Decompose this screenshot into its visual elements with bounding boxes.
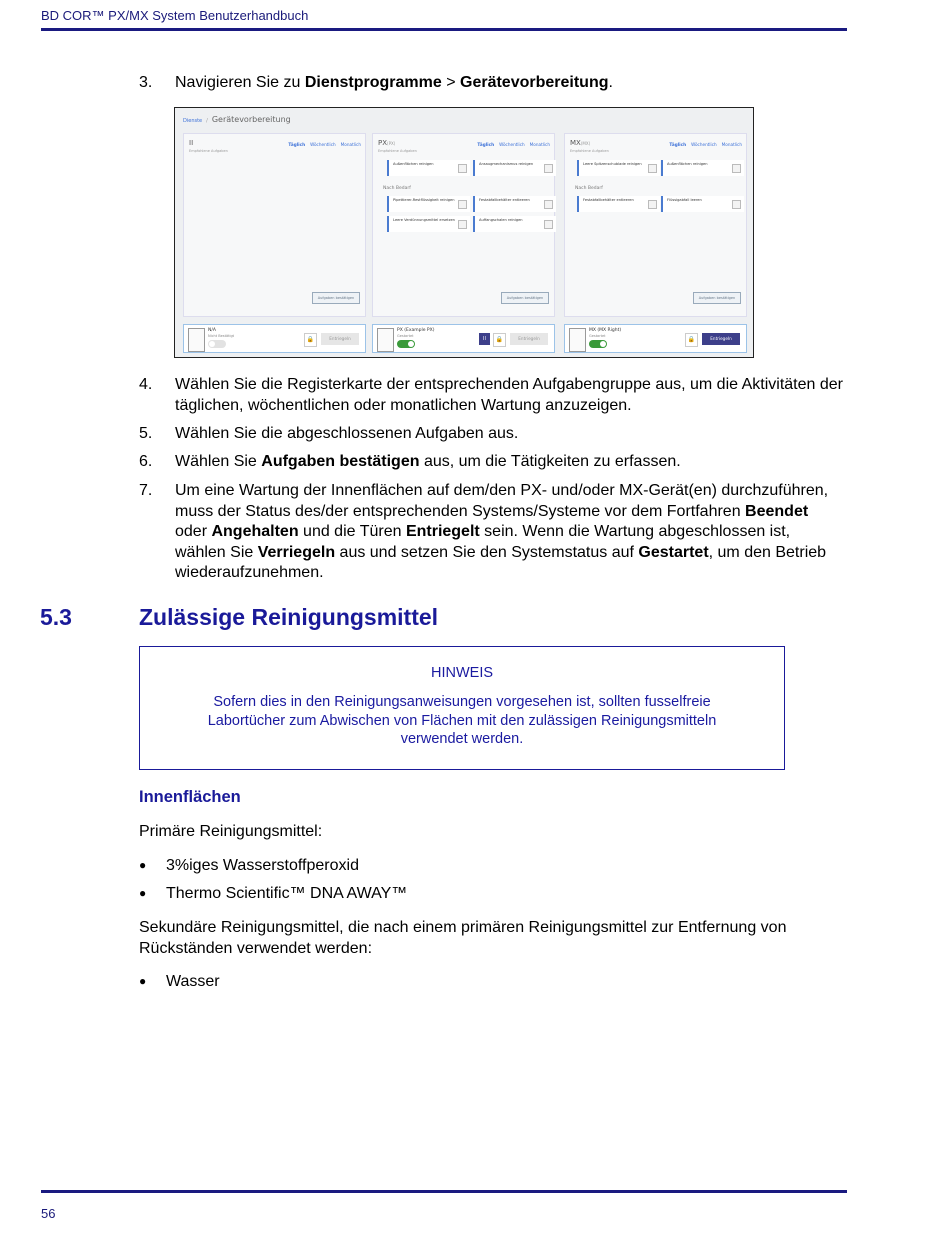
panel-mx xyxy=(564,133,747,317)
step-text: Wählen Sie die abgeschlossenen Aufgaben aus. xyxy=(175,425,519,442)
step-number: 4. xyxy=(139,376,153,393)
list-item: ● 3%iges Wasserstoffperoxid xyxy=(139,857,359,874)
panel-px xyxy=(372,133,555,317)
tab-weekly[interactable]: Wöchentlich xyxy=(310,142,336,147)
device-status: Nicht Bestätigt xyxy=(208,334,235,338)
primary-label: Primäre Reinigungsmittel: xyxy=(139,823,323,840)
tab-daily[interactable]: Täglich xyxy=(288,142,306,147)
panel-title: MX(MX) xyxy=(570,139,591,147)
device-status: Gestartet xyxy=(589,334,606,338)
breadcrumb-title: Gerätevorbereitung xyxy=(211,115,291,124)
task-checkbox[interactable] xyxy=(458,220,467,229)
task-tabs xyxy=(472,142,550,147)
step-4 xyxy=(139,375,844,416)
menu-path-utilities: Dienstprogramme xyxy=(304,74,442,91)
pause-icon[interactable]: II xyxy=(479,333,490,345)
device-name: N/A xyxy=(208,328,216,333)
panel-subtitle: Empfohlene Aufgaben xyxy=(189,149,228,153)
note-box xyxy=(139,646,785,770)
panel-title: II xyxy=(189,139,194,147)
confirm-tasks-button[interactable]: Aufgaben bestätigen xyxy=(312,292,360,304)
step-6 xyxy=(139,452,844,473)
confirm-tasks-button[interactable]: Aufgaben bestätigen xyxy=(501,292,549,304)
tab-weekly[interactable]: Wöchentlich xyxy=(691,142,717,147)
panel-subtitle: Empfohlene Aufgaben xyxy=(570,149,609,153)
device-card-na xyxy=(183,324,366,353)
step-text-end: . xyxy=(608,74,613,91)
menu-path-device-prep: Gerätevorbereitung xyxy=(460,74,609,91)
task-item[interactable]: Festabfallbehälter entleeren xyxy=(577,196,660,212)
task-item[interactable]: Außenflächen reinigen xyxy=(387,160,470,176)
unlock-button[interactable]: Entriegeln xyxy=(510,333,548,345)
device-toggle[interactable] xyxy=(208,340,226,348)
tab-daily[interactable]: Täglich xyxy=(669,142,687,147)
header-rule xyxy=(41,28,847,31)
step-text: Navigieren Sie zu xyxy=(175,74,305,91)
task-item[interactable]: Pipettierer-Restflüssigkeit reinigen xyxy=(387,196,470,212)
section-number: 5.3 xyxy=(40,604,72,630)
task-checkbox[interactable] xyxy=(544,164,553,173)
lock-icon: 🔒 xyxy=(493,333,506,347)
bullet-icon: ● xyxy=(139,858,147,872)
device-preparation-screenshot xyxy=(174,107,754,358)
path-separator: > xyxy=(441,74,460,91)
device-toggle[interactable] xyxy=(589,340,607,348)
task-item[interactable]: Leere Spitzenschublade reinigen xyxy=(577,160,660,176)
bullet-icon: ● xyxy=(139,886,147,900)
page-number: 56 xyxy=(41,1206,56,1221)
task-item[interactable]: Ansaugmechanismus reinigen xyxy=(473,160,556,176)
instrument-icon xyxy=(569,328,586,352)
task-checkbox[interactable] xyxy=(458,164,467,173)
step-number: 3. xyxy=(139,74,153,91)
tab-monthly[interactable]: Monatlich xyxy=(529,142,550,147)
step-3 xyxy=(139,73,844,94)
lock-icon: 🔒 xyxy=(685,333,698,347)
panel-title: PX(PX) xyxy=(378,139,396,147)
task-checkbox[interactable] xyxy=(732,164,741,173)
lock-icon: 🔒 xyxy=(304,333,317,347)
list-item: ● Thermo Scientific™ DNA AWAY™ xyxy=(139,885,408,902)
step-text: Wählen Sie die Registerkarte der entsprechenden Aufgabengruppe aus, um die Aktivitäten der täglichen, wöchentlichen oder monatlichen Wartung anzuzeigen. xyxy=(175,376,843,414)
section-title: Zulässige Reinigungsmittel xyxy=(139,604,439,630)
device-toggle[interactable] xyxy=(397,340,415,348)
task-checkbox[interactable] xyxy=(544,200,553,209)
task-checkbox[interactable] xyxy=(648,200,657,209)
task-item[interactable]: Außenflächen reinigen xyxy=(661,160,744,176)
step-number: 7. xyxy=(139,482,153,499)
tab-daily[interactable]: Täglich xyxy=(477,142,495,147)
tab-monthly[interactable]: Monatlich xyxy=(340,142,361,147)
task-item[interactable]: Leere Verdünnungsmittel ersetzen xyxy=(387,216,470,232)
step-5 xyxy=(139,424,844,445)
note-text: Sofern dies in den Reinigungsanweisungen vorgesehen ist, sollten fusselfreie Labortücher zum Abwischen von Flächen mit den zulässigen Reinigungsmitteln verwendet werden. xyxy=(207,694,717,747)
running-header: BD COR™ PX/MX System Benutzerhandbuch xyxy=(41,8,309,23)
list-item: ● Wasser xyxy=(139,973,220,990)
secondary-label: Sekundäre Reinigungsmittel, die nach einem primären Reinigungsmittel zur Entfernung von Rückständen verwendet werden: xyxy=(139,919,787,957)
panel-ii xyxy=(183,133,366,317)
unlock-button[interactable]: Entriegeln xyxy=(321,333,359,345)
step-text-end: aus, um die Tätigkeiten zu erfassen. xyxy=(419,453,681,470)
device-name: MX (MX Right) xyxy=(589,328,622,333)
task-tabs xyxy=(283,142,361,147)
task-checkbox[interactable] xyxy=(732,200,741,209)
instrument-icon xyxy=(188,328,205,352)
tab-weekly[interactable]: Wöchentlich xyxy=(499,142,525,147)
breadcrumb: Dienste / Gerätevorbereitung xyxy=(183,115,291,124)
task-item[interactable]: Flüssigabfall leeren xyxy=(661,196,744,212)
task-item[interactable]: Festabfallbehälter entleeren xyxy=(473,196,556,212)
breadcrumb-home[interactable]: Dienste xyxy=(183,118,203,124)
step-number: 6. xyxy=(139,453,153,470)
unlock-button[interactable]: Entriegeln xyxy=(702,333,740,345)
device-name: PX (Example PX) xyxy=(397,328,435,333)
panel-subtitle: Empfohlene Aufgaben xyxy=(378,149,417,153)
tab-monthly[interactable]: Monatlich xyxy=(721,142,742,147)
task-checkbox[interactable] xyxy=(544,220,553,229)
device-status: Gestartet xyxy=(397,334,414,338)
step-text: Um eine Wartung der Innenflächen auf dem/den PX- und/oder MX-Gerät(en) durchzuführen, muss der Status des/der entsprechenden Systems/Systeme vor dem Fortfahren Beendet oder Angehalten und die Türen Entriegelt sein. Wenn die Wartung abgeschlossen ist, wählen Sie Verriegeln aus und setzen Sie den Systemstatus auf Gestartet, um den Betrieb wiederaufzunehmen. xyxy=(175,482,829,581)
step-number: 5. xyxy=(139,425,153,442)
confirm-tasks-button[interactable]: Aufgaben bestätigen xyxy=(693,292,741,304)
note-heading: HINWEIS xyxy=(430,665,494,681)
instrument-icon xyxy=(377,328,394,352)
subheading: Innenflächen xyxy=(139,788,241,806)
confirm-tasks-ref: Aufgaben bestätigen xyxy=(261,453,420,470)
task-checkbox[interactable] xyxy=(648,164,657,173)
task-tabs xyxy=(664,142,742,147)
footer-rule xyxy=(41,1190,847,1193)
step-7 xyxy=(139,481,844,584)
task-checkbox[interactable] xyxy=(458,200,467,209)
device-card-mx xyxy=(564,324,747,353)
as-needed-label: Nach Bedarf xyxy=(575,186,603,191)
device-card-px xyxy=(372,324,555,353)
bullet-icon: ● xyxy=(139,974,147,988)
as-needed-label: Nach Bedarf xyxy=(383,186,411,191)
step-text: Wählen Sie xyxy=(175,453,262,470)
task-item[interactable]: Auffangschalen reinigen xyxy=(473,216,556,232)
